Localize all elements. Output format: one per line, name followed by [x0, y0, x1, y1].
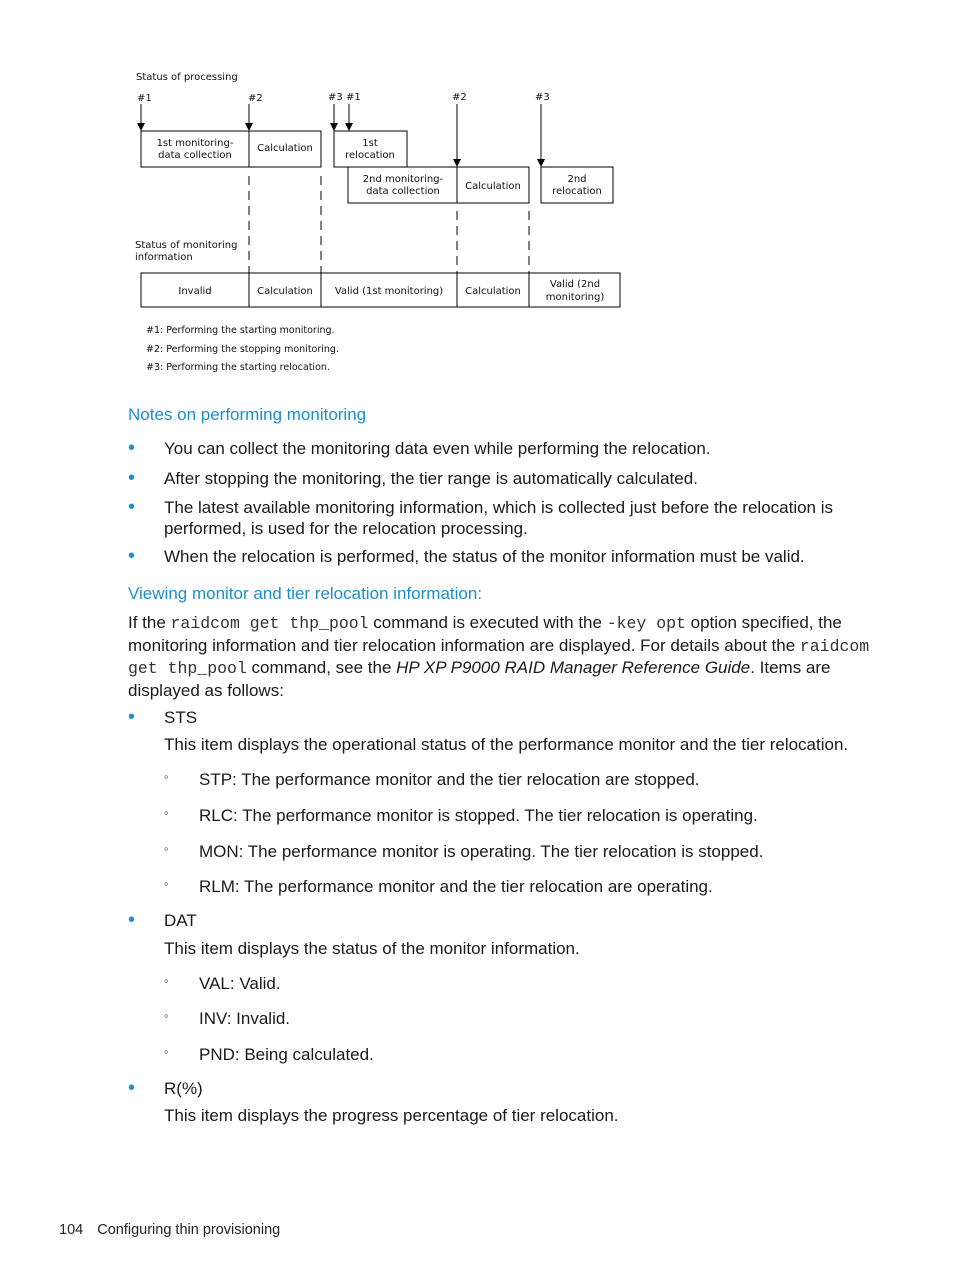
value-text: RLC: The performance monitor is stopped. The tier relocation is operating. [199, 806, 758, 825]
item-label: DAT [164, 911, 197, 930]
status-box-line: Valid (1st monitoring) [334, 286, 444, 297]
arrow-head [330, 123, 338, 131]
intro-text: If the [128, 613, 171, 632]
marker-label: #2 [248, 93, 263, 104]
value-text: RLM: The performance monitor and the tier relocation are operating. [199, 877, 713, 896]
marker-label: #1 [137, 93, 152, 104]
bullet-icon: • [128, 545, 136, 567]
notes-item-text: After stopping the monitoring, the tier range is automatically calculated. [164, 469, 698, 488]
status-box-line: Calculation [465, 286, 521, 297]
page-number: 104 [59, 1222, 84, 1238]
circle-bullet-icon: ◦ [164, 841, 169, 856]
value-text: MON: The performance monitor is operating. The tier relocation is stopped. [199, 842, 764, 861]
viewing-heading: Viewing monitor and tier relocation information: [128, 584, 483, 603]
item-description: This item displays the operational status of the performance monitor and the tier relocation. [164, 735, 849, 754]
arrow-head [137, 123, 145, 131]
circle-bullet-icon: ◦ [164, 805, 169, 820]
command-code: raidcom get thp_pool [128, 636, 870, 678]
status-processing-label: Status of processing [136, 72, 238, 83]
marker-label: #3 [535, 92, 550, 103]
legend-item: #1: Performing the starting monitoring. [146, 325, 335, 336]
intro-text: . Items are displayed as follows: [128, 658, 831, 700]
arrow-head [345, 123, 353, 131]
item-description: This item displays the status of the monitor information. [164, 939, 580, 958]
process-box-line: data collection [366, 186, 440, 197]
marker-label: #3 [328, 92, 343, 103]
process-box [541, 167, 613, 203]
bullet-icon: • [128, 467, 136, 489]
process-box [141, 131, 249, 167]
viewing-intro [128, 612, 873, 701]
arrow-head [245, 123, 253, 131]
status-box-line: Calculation [257, 286, 313, 297]
status-box-line: Valid (2nd [549, 279, 601, 290]
command-code: raidcom get thp_pool [170, 614, 369, 633]
value-text: INV: Invalid. [199, 1009, 291, 1028]
status-boxes [141, 273, 620, 307]
process-box-line: 1st [362, 138, 378, 149]
monitoring-timing-diagram [0, 0, 954, 390]
page-footer [59, 1222, 290, 1238]
circle-bullet-icon: ◦ [164, 876, 169, 891]
process-box-line: Calculation [257, 143, 313, 154]
value-text: VAL: Valid. [199, 974, 281, 993]
notes-heading: Notes on performing monitoring [128, 405, 367, 424]
arrow-head [537, 159, 545, 167]
process-boxes [141, 131, 613, 203]
item-label: R(%) [164, 1079, 203, 1098]
process-box-line: Calculation [465, 181, 521, 192]
value-text: STP: The performance monitor and the tier relocation are stopped. [199, 770, 700, 789]
intro-text: command, see the [246, 658, 397, 677]
section-title: Configuring thin provisioning [97, 1222, 281, 1238]
circle-bullet-icon: ◦ [164, 1044, 169, 1059]
process-box-line: relocation [552, 186, 602, 197]
legend-item: #2: Performing the stopping monitoring. [146, 344, 339, 355]
item-description: This item displays the progress percentage of tier relocation. [164, 1106, 619, 1125]
circle-bullet-icon: ◦ [164, 769, 169, 784]
marker-label: #1 [346, 92, 361, 103]
option-code: -key opt [606, 614, 686, 633]
marker-labels [137, 92, 550, 104]
marker-label: #2 [452, 92, 467, 103]
status-box-line: monitoring) [545, 292, 605, 303]
circle-bullet-icon: ◦ [164, 973, 169, 988]
notes-item-text: The latest available monitoring information, which is collected just before the relocation is performed, is used for the relocation processing. [164, 498, 834, 538]
bullet-icon: • [128, 496, 136, 518]
intro-text: option specified, the monitoring information and tier relocation information are displayed. For details about the [128, 613, 842, 655]
process-box-line: 1st monitoring- [156, 138, 234, 149]
legend-item: #3: Performing the starting relocation. [146, 362, 330, 373]
status-monitoring-label: Status of monitoring [135, 240, 238, 251]
notes-item-text: When the relocation is performed, the status of the monitor information must be valid. [164, 547, 805, 566]
process-box [334, 131, 407, 167]
arrow-head [453, 159, 461, 167]
status-box-line: Invalid [178, 286, 212, 297]
guide-title: HP XP P9000 RAID Manager Reference Guide [396, 658, 751, 677]
value-text: PND: Being calculated. [199, 1045, 374, 1064]
notes-item-text: You can collect the monitoring data even while performing the relocation. [164, 439, 711, 458]
figure-legend [146, 325, 339, 373]
intro-text: command is executed with the [368, 613, 607, 632]
bullet-icon: • [128, 1077, 136, 1099]
process-box-line: relocation [345, 150, 395, 161]
bullet-icon: • [128, 909, 136, 931]
process-box [348, 167, 457, 203]
circle-bullet-icon: ◦ [164, 1008, 169, 1023]
process-box-line: 2nd [567, 174, 587, 185]
bullet-icon: • [128, 706, 136, 728]
bullet-icon: • [128, 437, 136, 459]
status-monitoring-label: information [135, 252, 193, 263]
item-label: STS [164, 708, 198, 727]
process-box-line: data collection [158, 150, 232, 161]
process-box-line: 2nd monitoring- [362, 174, 444, 185]
